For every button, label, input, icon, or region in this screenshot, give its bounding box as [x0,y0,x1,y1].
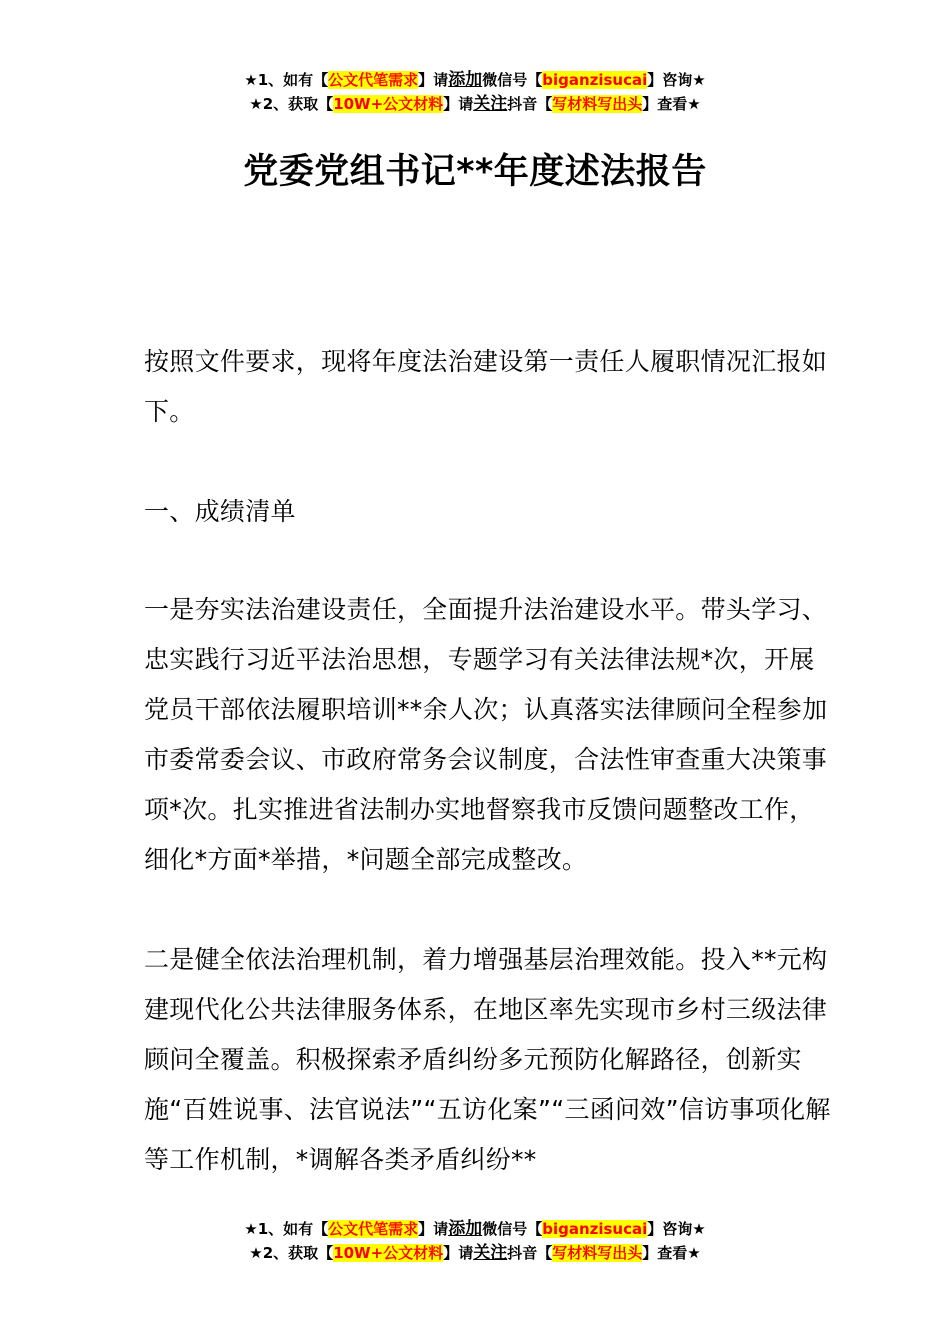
highlight-materials: 10W+公文材料 [333,1244,444,1262]
body-paragraph: 一是夯实法治建设责任，全面提升法治建设水平。带头学习、忠实践行习近平法治思想，专题学习有关法律法规*次，开展党员干部依法履职培训**余人次；认真落实法律顾问全程参加市委常委会议、市政府常务会议制度，合法性审查重大决策事项*次。扎实推进省法制办实地督察我市反馈问题整改工作，细化*方面*举措，*问题全部完成整改。 [144,595,828,874]
highlight-wechat-id: biganzisucai [542,71,648,89]
banner-line-2: ★2、获取【10W+公文材料】请关注抖音【写材料写出头】查看★ [249,94,701,114]
highlight-materials: 10W+公文材料 [333,95,444,113]
section-heading: 一、成绩清单 [144,497,296,526]
header-banner [0,68,950,116]
highlight-ghostwriting: 公文代笔需求 [328,1220,419,1238]
body-paragraph: 二是健全依法治理机制，着力增强基层治理效能。投入**元构建现代化公共法律服务体系，在地区率先实现市乡村三级法律顾问全覆盖。积极探索矛盾纠纷多元预防化解路径，创新实施“百姓说事、法官说法”“五访化案”“三函问效”信访事项化解等工作机制，*调解各类矛盾纠纷** [144,945,831,1174]
highlight-douyin-account: 写材料写出头 [552,95,643,113]
intro-paragraph: 按照文件要求，现将年度法治建设第一责任人履职情况汇报如下。 [144,347,828,426]
highlight-douyin-account: 写材料写出头 [552,1244,643,1262]
highlight-wechat-id: biganzisucai [542,1220,648,1238]
footer-banner [0,1217,950,1265]
highlight-ghostwriting: 公文代笔需求 [328,71,419,89]
banner-line-1: ★1、如有【公文代笔需求】请添加微信号【biganzisucai】咨询★ [244,70,706,90]
banner-line-2: ★2、获取【10W+公文材料】请关注抖音【写材料写出头】查看★ [249,1243,701,1263]
banner-line-1: ★1、如有【公文代笔需求】请添加微信号【biganzisucai】咨询★ [244,1219,706,1239]
document-title: 党委党组书记**年度述法报告 [243,152,707,192]
